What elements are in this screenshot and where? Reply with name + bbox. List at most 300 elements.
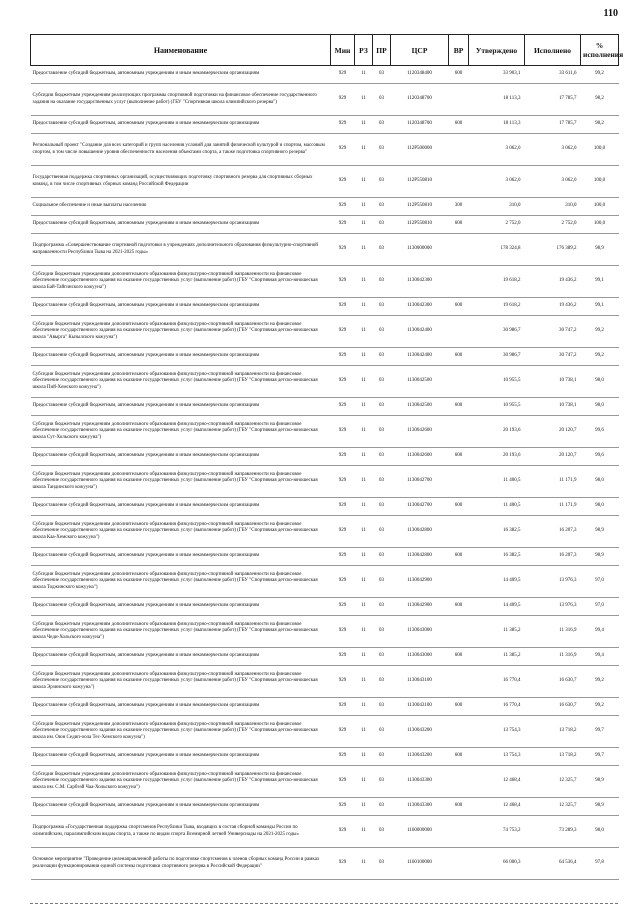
row-percent-cell: 99,6 <box>595 453 604 459</box>
row-csr-cell: 1130042500 <box>407 378 432 384</box>
table-row <box>31 566 619 598</box>
row-csr-cell: 1130043100 <box>407 678 432 684</box>
row-csr-cell: 1130042400 <box>407 353 432 359</box>
row-percent-cell: 98,9 <box>595 803 604 809</box>
table-row <box>31 166 619 198</box>
table-row <box>31 84 619 116</box>
row-pr-cell: 03 <box>379 246 384 252</box>
row-name-cell: Субсидии бюджетным учреждениям дополнительного образования физкультурно-спортивной направленности на финансовое обеспечение государственного задания на оказание государственных услуг (выполнение работ) (ГБУ "Спортивная детско-юношеская школа им. С.М. Сарбээй Чаа-Хольского кожууна") <box>32 772 318 790</box>
row-percent-cell: 99,4 <box>595 653 604 659</box>
row-name-cell: Предоставление субсидий бюджетным, автономным учреждениям и иным некоммерческим организациям <box>32 453 260 459</box>
row-min-cell: 929 <box>338 728 347 734</box>
row-rz-cell: 11 <box>361 728 366 734</box>
row-approved-cell: 12 468,4 <box>503 803 521 809</box>
row-min-cell: 929 <box>338 453 347 459</box>
row-min-cell: 929 <box>338 71 347 77</box>
table-row <box>31 748 619 766</box>
row-csr-cell: 1120348700 <box>407 121 432 127</box>
row-pr-cell: 03 <box>379 478 384 484</box>
row-percent-cell: 97,8 <box>595 860 604 866</box>
table-row <box>31 648 619 666</box>
row-vr-cell <box>449 466 469 498</box>
row-name-cell: Субсидии бюджетным учреждениям дополнительного образования физкультурно-спортивной направленности на финансовое обеспечение государственного задания на оказание государственных услуг (выполнение работ) (ГБУ "Спортивная детско-юношеская школа "Авырга" Кызылского кожууна") <box>32 322 318 340</box>
row-approved-cell: 16 382,5 <box>503 528 521 534</box>
table-row <box>31 598 619 616</box>
row-approved-cell: 14 409,5 <box>503 603 521 609</box>
row-executed-cell: 17 785,7 <box>559 96 577 102</box>
row-executed-cell: 13 718,2 <box>559 728 577 734</box>
row-rz-cell: 11 <box>361 178 366 184</box>
row-pr-cell: 03 <box>379 628 384 634</box>
row-name-cell: Предоставление субсидий бюджетным, автономным учреждениям и иным некоммерческим организациям <box>32 803 260 809</box>
row-rz-cell: 11 <box>361 453 366 459</box>
row-approved-cell: 19 618,2 <box>503 303 521 309</box>
row-rz-cell: 11 <box>361 803 366 809</box>
row-rz-cell: 11 <box>361 578 366 584</box>
row-executed-cell: 11 316,9 <box>559 653 577 659</box>
row-percent-cell: 99,1 <box>595 278 604 284</box>
row-percent-cell: 99,2 <box>595 678 604 684</box>
header-executed: Исполнено <box>525 35 581 66</box>
row-name-cell: Предоставление субсидий бюджетным, автономным учреждениям и иным некоммерческим организациям <box>32 303 260 309</box>
row-min-cell: 929 <box>338 303 347 309</box>
row-pr-cell: 03 <box>379 71 384 77</box>
row-rz-cell: 11 <box>361 428 366 434</box>
row-percent-cell: 100,0 <box>593 221 606 227</box>
row-rz-cell: 11 <box>361 146 366 152</box>
row-min-cell: 929 <box>338 178 347 184</box>
row-csr-cell: 112P550810 <box>406 178 433 184</box>
row-approved-cell: 20 193,6 <box>503 428 521 434</box>
table-row <box>31 416 619 448</box>
row-executed-cell: 73 289,3 <box>559 828 577 834</box>
row-executed-cell: 13 718,2 <box>559 753 577 759</box>
row-percent-cell: 97,0 <box>595 578 604 584</box>
row-vr-cell: 600 <box>454 503 463 509</box>
row-vr-cell <box>449 366 469 398</box>
row-vr-cell: 600 <box>454 303 463 309</box>
row-min-cell: 929 <box>338 828 347 834</box>
row-vr-cell: 600 <box>454 121 463 127</box>
row-min-cell: 929 <box>338 553 347 559</box>
row-csr-cell: 1130043200 <box>407 753 432 759</box>
row-vr-cell: 600 <box>454 753 463 759</box>
row-name-cell: Региональный проект "Создание для всех категорий и групп населения условий для занятий физической культурой и спортом, массовым спортом, в том числе повышение уровня обеспеченности населения объектами спорта, а также подготовка спортивного резерва" <box>32 143 325 155</box>
row-executed-cell: 19 436,2 <box>559 303 577 309</box>
table-row <box>31 66 619 84</box>
row-vr-cell: 600 <box>454 221 463 227</box>
row-name-cell: Субсидии бюджетным учреждениям дополнительного образования физкультурно-спортивной направленности на финансовое обеспечение государственного задания на оказание государственных услуг (выполнение работ) (ГБУ "Спортивная детско-юношеская школа им. Оюн Седип-оола Тес-Хемского кожууна") <box>32 722 318 740</box>
row-min-cell: 929 <box>338 278 347 284</box>
row-pr-cell: 03 <box>379 178 384 184</box>
row-approved-cell: 19 618,2 <box>503 278 521 284</box>
row-min-cell: 929 <box>338 503 347 509</box>
row-min-cell: 929 <box>338 428 347 434</box>
row-executed-cell: 10 738,1 <box>559 403 577 409</box>
table-row <box>31 266 619 298</box>
row-pr-cell: 03 <box>379 753 384 759</box>
row-pr-cell: 03 <box>379 553 384 559</box>
row-rz-cell: 11 <box>361 353 366 359</box>
row-min-cell: 929 <box>338 353 347 359</box>
row-percent-cell: 100,0 <box>593 203 606 209</box>
row-vr-cell: 300 <box>454 203 463 209</box>
row-percent-cell: 98,2 <box>595 121 604 127</box>
page-number: 110 <box>603 8 618 19</box>
row-percent-cell: 98,0 <box>595 378 604 384</box>
row-percent-cell: 99,7 <box>595 728 604 734</box>
row-pr-cell: 03 <box>379 653 384 659</box>
row-pr-cell: 03 <box>379 603 384 609</box>
row-approved-cell: 18 113,3 <box>503 121 521 127</box>
row-percent-cell: 99,7 <box>595 753 604 759</box>
row-approved-cell: 33 903,1 <box>503 71 521 77</box>
row-csr-cell: 1130000000 <box>407 246 432 252</box>
row-name-cell: Предоставление субсидий бюджетным, автономным учреждениям и иным некоммерческим организациям <box>32 121 260 127</box>
row-percent-cell: 100,0 <box>593 178 606 184</box>
row-percent-cell: 98,9 <box>595 778 604 784</box>
header-name: Наименование <box>31 35 331 66</box>
table-header-row <box>31 35 619 66</box>
row-executed-cell: 20 120,7 <box>559 453 577 459</box>
row-vr-cell <box>449 166 469 198</box>
table-row <box>31 398 619 416</box>
table-row <box>31 766 619 798</box>
row-executed-cell: 19 436,2 <box>559 278 577 284</box>
row-rz-cell: 11 <box>361 828 366 834</box>
row-min-cell: 929 <box>338 328 347 334</box>
row-name-cell: Субсидии бюджетным учреждениям дополнительного образования физкультурно-спортивной направленности на финансовое обеспечение государственного задания на оказание государственных услуг (выполнение работ) (ГБУ "Спортивная детско-юношеская школа Каа-Хемского кожууна") <box>32 522 318 540</box>
row-vr-cell: 600 <box>454 653 463 659</box>
row-executed-cell: 11 316,9 <box>559 628 577 634</box>
row-pr-cell: 03 <box>379 121 384 127</box>
table-row <box>31 316 619 348</box>
row-percent-cell: 99,6 <box>595 428 604 434</box>
row-vr-cell <box>449 316 469 348</box>
row-vr-cell <box>449 716 469 748</box>
row-name-cell: Предоставление субсидий бюджетным, автономным учреждениям и иным некоммерческим организациям <box>32 703 260 709</box>
row-csr-cell: 1130042700 <box>407 503 432 509</box>
row-rz-cell: 11 <box>361 628 366 634</box>
row-name-cell: Субсидии бюджетным учреждениям дополнительного образования физкультурно-спортивной направленности на финансовое обеспечение государственного задания на оказание государственных услуг (выполнение работ) (ГБУ "Спортивная детско-юношеская школа Тоджинского кожууна") <box>32 572 318 590</box>
row-percent-cell: 99,4 <box>595 628 604 634</box>
table-row <box>31 448 619 466</box>
row-name-cell: Субсидии бюджетным учреждениям дополнительного образования физкультурно-спортивной направленности на финансовое обеспечение государственного задания на оказание государственных услуг (выполнение работ) (ГБУ "Спортивная детско-юношеская школа Чеди-Хольского кожууна") <box>32 622 318 640</box>
row-vr-cell: 600 <box>454 403 463 409</box>
row-csr-cell: 1130042900 <box>407 603 432 609</box>
row-pr-cell: 03 <box>379 860 384 866</box>
row-pr-cell: 03 <box>379 503 384 509</box>
table-row <box>31 466 619 498</box>
row-approved-cell: 14 409,5 <box>503 578 521 584</box>
row-min-cell: 929 <box>338 603 347 609</box>
row-name-cell: Предоставление субсидий бюджетным, автономным учреждениям и иным некоммерческим организациям <box>32 553 260 559</box>
row-executed-cell: 20 120,7 <box>559 428 577 434</box>
row-executed-cell: 16 207,3 <box>559 553 577 559</box>
row-pr-cell: 03 <box>379 453 384 459</box>
row-executed-cell: 12 325,7 <box>559 803 577 809</box>
table-body <box>31 66 619 880</box>
row-approved-cell: 2 752,0 <box>505 221 521 227</box>
row-executed-cell: 11 171,9 <box>559 503 577 509</box>
row-csr-cell: 1130043200 <box>407 728 432 734</box>
row-min-cell: 929 <box>338 478 347 484</box>
table-row <box>31 816 619 848</box>
row-percent-cell: 98,9 <box>595 246 604 252</box>
row-csr-cell: 112P550810 <box>406 221 433 227</box>
table-row <box>31 216 619 234</box>
row-csr-cell: 1130042900 <box>407 578 432 584</box>
row-rz-cell: 11 <box>361 653 366 659</box>
row-executed-cell: 33 611,6 <box>559 71 577 77</box>
row-approved-cell: 11 400,5 <box>503 503 521 509</box>
row-vr-cell <box>449 416 469 448</box>
row-rz-cell: 11 <box>361 278 366 284</box>
row-percent-cell: 98,9 <box>595 528 604 534</box>
page-footer-divider <box>30 902 618 904</box>
table-row <box>31 548 619 566</box>
row-rz-cell: 11 <box>361 221 366 227</box>
row-executed-cell: 64 536,4 <box>559 860 577 866</box>
row-rz-cell: 11 <box>361 96 366 102</box>
row-pr-cell: 03 <box>379 353 384 359</box>
row-name-cell: Предоставление субсидий бюджетным, автономным учреждениям и иным некоммерческим организациям <box>32 503 260 509</box>
row-approved-cell: 11 385,2 <box>503 653 521 659</box>
table-row <box>31 498 619 516</box>
table-row <box>31 666 619 698</box>
row-name-cell: Предоставление субсидий бюджетным, автономным учреждениям и иным некоммерческим организациям <box>32 403 260 409</box>
row-csr-cell: 112P550810 <box>406 203 433 209</box>
row-name-cell: Предоставление субсидий бюджетным, автономным учреждениям и иным некоммерческим организациям <box>32 71 260 77</box>
row-min-cell: 929 <box>338 860 347 866</box>
header-min: Мин <box>331 35 355 66</box>
row-executed-cell: 310,0 <box>565 203 577 209</box>
row-rz-cell: 11 <box>361 246 366 252</box>
row-csr-cell: 112P500000 <box>406 146 433 152</box>
row-name-cell: Предоставление субсидий бюджетным, автономным учреждениям и иным некоммерческим организациям <box>32 653 260 659</box>
row-approved-cell: 30 986,7 <box>503 353 521 359</box>
row-csr-cell: 1120348400 <box>407 71 432 77</box>
row-name-cell: Государственная поддержка спортивных организаций, осуществляющих подготовку спортивного резерва для спортивных сборных команд, в том числе спортивных сборных команд Российской Федерации <box>32 175 313 187</box>
row-csr-cell: 1130042800 <box>407 553 432 559</box>
row-approved-cell: 30 986,7 <box>503 328 521 334</box>
row-executed-cell: 16 630,7 <box>559 678 577 684</box>
row-approved-cell: 3 062,0 <box>505 146 521 152</box>
row-rz-cell: 11 <box>361 860 366 866</box>
row-csr-cell: 1160100000 <box>407 860 432 866</box>
row-vr-cell: 600 <box>454 803 463 809</box>
row-min-cell: 929 <box>338 528 347 534</box>
row-percent-cell: 99,2 <box>595 703 604 709</box>
row-name-cell: Социальное обеспечение и иные выплаты населению <box>32 203 147 209</box>
row-name-cell: Субсидии бюджетным учреждениям дополнительного образования физкультурно-спортивной направленности на финансовое обеспечение государственного задания на оказание государственных услуг (выполнение работ) (ГБУ "Спортивная детско-юношеская школа Эрзинского кожууна") <box>32 672 318 690</box>
row-executed-cell: 3 062,0 <box>561 146 577 152</box>
row-min-cell: 929 <box>338 803 347 809</box>
table-row <box>31 298 619 316</box>
row-min-cell: 929 <box>338 578 347 584</box>
header-approved: Утверждено <box>469 35 525 66</box>
row-approved-cell: 16 382,5 <box>503 553 521 559</box>
row-csr-cell: 1130043000 <box>407 653 432 659</box>
row-min-cell: 929 <box>338 653 347 659</box>
row-rz-cell: 11 <box>361 121 366 127</box>
row-vr-cell <box>449 666 469 698</box>
row-executed-cell: 17 785,7 <box>559 121 577 127</box>
row-executed-cell: 12 325,7 <box>559 778 577 784</box>
row-rz-cell: 11 <box>361 328 366 334</box>
row-percent-cell: 98,2 <box>595 96 604 102</box>
row-vr-cell: 600 <box>454 553 463 559</box>
row-vr-cell <box>449 266 469 298</box>
row-pr-cell: 03 <box>379 803 384 809</box>
row-rz-cell: 11 <box>361 753 366 759</box>
row-min-cell: 929 <box>338 703 347 709</box>
row-min-cell: 929 <box>338 203 347 209</box>
row-pr-cell: 03 <box>379 428 384 434</box>
row-rz-cell: 11 <box>361 528 366 534</box>
row-csr-cell: 1130043300 <box>407 778 432 784</box>
row-rz-cell: 11 <box>361 703 366 709</box>
row-approved-cell: 12 468,4 <box>503 778 521 784</box>
row-percent-cell: 99,2 <box>595 353 604 359</box>
row-rz-cell: 11 <box>361 403 366 409</box>
row-pr-cell: 03 <box>379 578 384 584</box>
row-vr-cell <box>449 84 469 116</box>
row-executed-cell: 13 976,3 <box>559 578 577 584</box>
row-csr-cell: 1130042600 <box>407 428 432 434</box>
table-row <box>31 798 619 816</box>
row-approved-cell: 11 400,5 <box>503 478 521 484</box>
row-pr-cell: 03 <box>379 221 384 227</box>
row-percent-cell: 98,0 <box>595 828 604 834</box>
row-min-cell: 929 <box>338 778 347 784</box>
row-approved-cell: 66 000,3 <box>503 860 521 866</box>
table-row <box>31 134 619 166</box>
row-pr-cell: 03 <box>379 728 384 734</box>
row-pr-cell: 03 <box>379 303 384 309</box>
row-approved-cell: 13 754,3 <box>503 728 521 734</box>
row-vr-cell: 600 <box>454 453 463 459</box>
header-percent: % исполнения <box>581 35 619 66</box>
row-approved-cell: 11 385,2 <box>503 628 521 634</box>
row-rz-cell: 11 <box>361 678 366 684</box>
row-name-cell: Субсидии бюджетным учреждениям дополнительного образования физкультурно-спортивной направленности на финансовое обеспечение государственного задания на оказание государственных услуг (выполнение работ) (ГБУ "Спортивная детско-юношеская школа Бай-Тайгинского кожууна") <box>32 272 318 290</box>
row-pr-cell: 03 <box>379 703 384 709</box>
row-rz-cell: 11 <box>361 603 366 609</box>
row-pr-cell: 03 <box>379 328 384 334</box>
row-approved-cell: 10 955,5 <box>503 403 521 409</box>
row-csr-cell: 1130042600 <box>407 453 432 459</box>
header-vr: ВР <box>449 35 469 66</box>
row-executed-cell: 3 062,0 <box>561 178 577 184</box>
row-pr-cell: 03 <box>379 203 384 209</box>
row-approved-cell: 20 193,6 <box>503 453 521 459</box>
row-min-cell: 929 <box>338 628 347 634</box>
table-row <box>31 198 619 216</box>
row-percent-cell: 99,2 <box>595 328 604 334</box>
table-row <box>31 116 619 134</box>
row-approved-cell: 16 770,4 <box>503 703 521 709</box>
row-min-cell: 929 <box>338 753 347 759</box>
row-percent-cell: 99,1 <box>595 303 604 309</box>
row-percent-cell: 97,0 <box>595 603 604 609</box>
row-rz-cell: 11 <box>361 503 366 509</box>
table-row <box>31 716 619 748</box>
row-min-cell: 929 <box>338 146 347 152</box>
table-row <box>31 616 619 648</box>
row-name-cell: Предоставление субсидий бюджетным, автономным учреждениям и иным некоммерческим организациям <box>32 353 260 359</box>
row-rz-cell: 11 <box>361 378 366 384</box>
row-vr-cell <box>449 134 469 166</box>
row-rz-cell: 11 <box>361 478 366 484</box>
row-pr-cell: 03 <box>379 378 384 384</box>
row-approved-cell: 16 770,4 <box>503 678 521 684</box>
row-rz-cell: 11 <box>361 778 366 784</box>
row-min-cell: 929 <box>338 678 347 684</box>
row-min-cell: 929 <box>338 378 347 384</box>
row-executed-cell: 13 976,3 <box>559 603 577 609</box>
row-name-cell: Субсидии бюджетным учреждениям дополнительного образования физкультурно-спортивной направленности на финансовое обеспечение государственного задания на оказание государственных услуг (выполнение работ) (ГБУ "Спортивная детско-юношеская школа Тандинского кожууна") <box>32 472 318 490</box>
row-executed-cell: 30 747,2 <box>559 353 577 359</box>
row-approved-cell: 10 955,5 <box>503 378 521 384</box>
row-csr-cell: 1160000000 <box>407 828 432 834</box>
row-vr-cell: 600 <box>454 603 463 609</box>
row-percent-cell: 100,0 <box>593 146 606 152</box>
row-vr-cell <box>449 848 469 880</box>
row-name-cell: Предоставление субсидий бюджетным, автономным учреждениям и иным некоммерческим организациям <box>32 221 260 227</box>
row-min-cell: 929 <box>338 96 347 102</box>
row-name-cell: Предоставление субсидий бюджетным, автономным учреждениям и иным некоммерческим организациям <box>32 753 260 759</box>
row-executed-cell: 176 389,2 <box>556 246 577 252</box>
row-vr-cell: 600 <box>454 703 463 709</box>
row-percent-cell: 98,0 <box>595 503 604 509</box>
row-min-cell: 929 <box>338 121 347 127</box>
row-rz-cell: 11 <box>361 303 366 309</box>
row-approved-cell: 13 754,3 <box>503 753 521 759</box>
row-vr-cell <box>449 616 469 648</box>
row-name-cell: Субсидии бюджетным учреждениям дополнительного образования физкультурно-спортивной направленности на финансовое обеспечение государственного задания на оказание государственных услуг (выполнение работ) (ГБУ "Спортивная детско-юношеская школа Сут-Хольского кожууна") <box>32 422 318 440</box>
table-row <box>31 698 619 716</box>
row-rz-cell: 11 <box>361 71 366 77</box>
row-csr-cell: 1130042700 <box>407 478 432 484</box>
row-vr-cell <box>449 566 469 598</box>
header-rz: РЗ <box>355 35 373 66</box>
row-name-cell: Субсидии бюджетным учреждениям дополнительного образования физкультурно-спортивной направленности на финансовое обеспечение государственного задания на оказание государственных услуг (выполнение работ) (ГБУ "Спортивная детско-юношеская школа Пий-Хемского кожууна") <box>32 372 318 390</box>
row-name-cell: Субсидии бюджетным учреждениям реализующих программы спортивной подготовки на финансовое обеспечение государственного задания на оказание государственных услуг (выполнение работ) (ГБУ "Спортивная школа олимпийского резерва") <box>32 93 317 105</box>
row-pr-cell: 03 <box>379 403 384 409</box>
row-executed-cell: 10 738,1 <box>559 378 577 384</box>
row-csr-cell: 1130043300 <box>407 803 432 809</box>
row-name-cell: Подпрограмма «Совершенствование спортивной подготовки в учреждениях дополнительного образования физкультурно-спортивной направленности Республики Тыва на 2021-2025 годы» <box>32 243 318 255</box>
row-pr-cell: 03 <box>379 278 384 284</box>
row-percent-cell: 98,0 <box>595 403 604 409</box>
row-min-cell: 929 <box>338 221 347 227</box>
row-csr-cell: 1120348700 <box>407 96 432 102</box>
row-pr-cell: 03 <box>379 778 384 784</box>
row-vr-cell <box>449 234 469 266</box>
row-percent-cell: 98,9 <box>595 553 604 559</box>
row-approved-cell: 178 324,8 <box>500 246 521 252</box>
table-row <box>31 366 619 398</box>
row-csr-cell: 1130043100 <box>407 703 432 709</box>
row-executed-cell: 16 630,7 <box>559 703 577 709</box>
row-rz-cell: 11 <box>361 553 366 559</box>
row-name-cell: Предоставление субсидий бюджетным, автономным учреждениям и иным некоммерческим организациям <box>32 603 260 609</box>
row-pr-cell: 03 <box>379 678 384 684</box>
row-pr-cell: 03 <box>379 96 384 102</box>
row-vr-cell: 600 <box>454 353 463 359</box>
row-rz-cell: 11 <box>361 203 366 209</box>
